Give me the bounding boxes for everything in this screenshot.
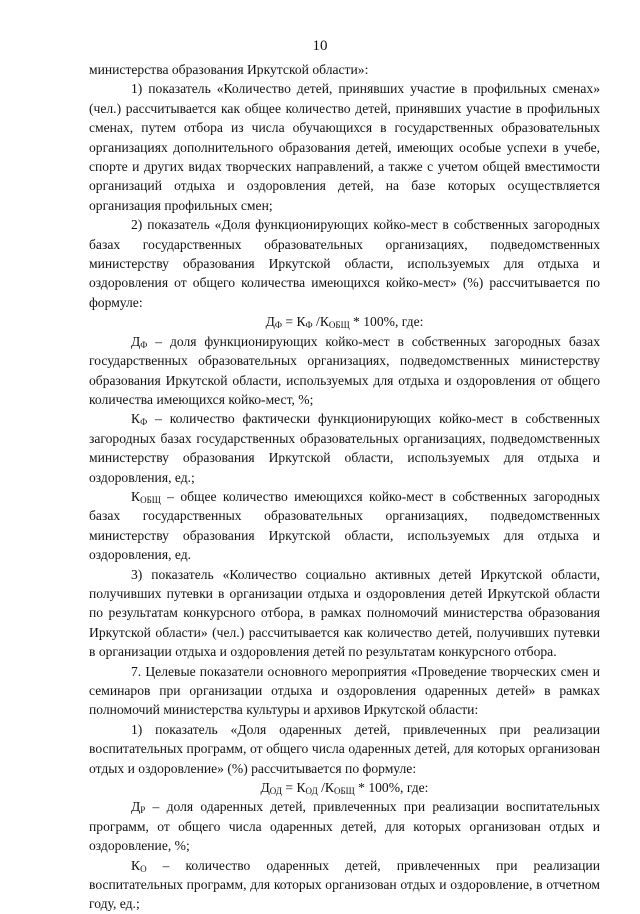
definition-kobsh: $К_{ОБЩ}$ – общее количество имеющихся койко-мест в собственных загородных базах государственных образовательных организациях, подведомственных министерству образования Иркутской области, используемых для отдыха и оздоровления, ед. — [89, 488, 600, 563]
paragraph-indicator-gifted: 1) показатель «Доля одаренных детей, привлеченных при реализации воспитательных программ, от общего числа одаренных детей, для которых организован отдых и оздоровление» (%) рассчитывается по формуле: — [89, 721, 600, 776]
paragraph-indicator-1: 1) показатель «Количество детей, принявших участие в профильных сменах» (чел.) рассчитывается как общее количество детей, принявших участие в профильных сменах, путем отбора из числа обучающихся в государственных образовательных организациях дополнительного образования детей, имеющих особые успехи в учебе, спорте и других видах творческих направлений, а также с учетом общей вместимости организаций отдыха и оздоровления детей, на базе которых осуществляется организация профильных смен; — [89, 81, 600, 213]
definition-ko: $К_О$ – количество одаренных детей, привлеченных при реализации воспитательных программ, для которых организован отдых и оздоровление, в отчетном году, ед.; — [89, 857, 600, 912]
definition-kf: $К_Ф$ – количество фактически функционирующих койко-мест в собственных загородных базах государственных образовательных организациях, подведомственных министерству образования Иркутской области, используемых для отдыха и оздоровления, ед.; — [89, 411, 600, 485]
paragraph-indicator-3: 3) показатель «Количество социально активных детей Иркутской области, получивших путевки в организации отдыха и оздоровления детей Иркутской области по результатам конкурсного отбора, в рамках полномочий министерства образования Иркутской области» (чел.) рассчитывается как количество детей, получивших путевки в организации отдыха и оздоровления детей по результатам конкурсного отбора. — [89, 566, 600, 660]
definition-dr: $Д_Р$ – доля одаренных детей, привлеченных при реализации воспитательных программ, от общего числа одаренных детей, для которых организован отдых и оздоровление, %; — [89, 799, 600, 854]
formula-beds-share: $Д_Ф = К_Ф$ $/К_{ОБЩ} * 100\%$, где: — [265, 314, 424, 331]
paragraph-section-7: 7. Целевые показатели основного мероприятия «Проведение творческих смен и семинаров при организации отдыха и оздоровления одаренных детей» в рамках полномочий министерства культуры и архивов Иркутской области: — [89, 663, 600, 718]
page-number: 10 — [312, 38, 328, 54]
paragraph-indicator-2: 2) показатель «Доля функционирующих койко-мест в собственных загородных базах государственных образовательных организациях, подведомственных министерству образования Иркутской области, используемых для отдыха и оздоровления от общего количества имеющихся койко-мест» (%) рассчитывается по формуле: — [89, 217, 600, 310]
document-body — [89, 60, 600, 914]
definition-df: $Д_Ф$ – доля функционирующих койко-мест в собственных загородных базах государственных образовательных организациях, подведомственных министерству образования Иркутской области, используемых для отдыха и оздоровления от общего количества имеющихся койко-мест, %; — [89, 333, 600, 407]
formula-gifted-share: $Д_{ОД} = К_{ОД}$ $/К_{ОБЩ} * 100\%$, где: — [260, 780, 429, 797]
paragraph-continuation: министерства образования Иркутской области»: — [89, 62, 369, 77]
